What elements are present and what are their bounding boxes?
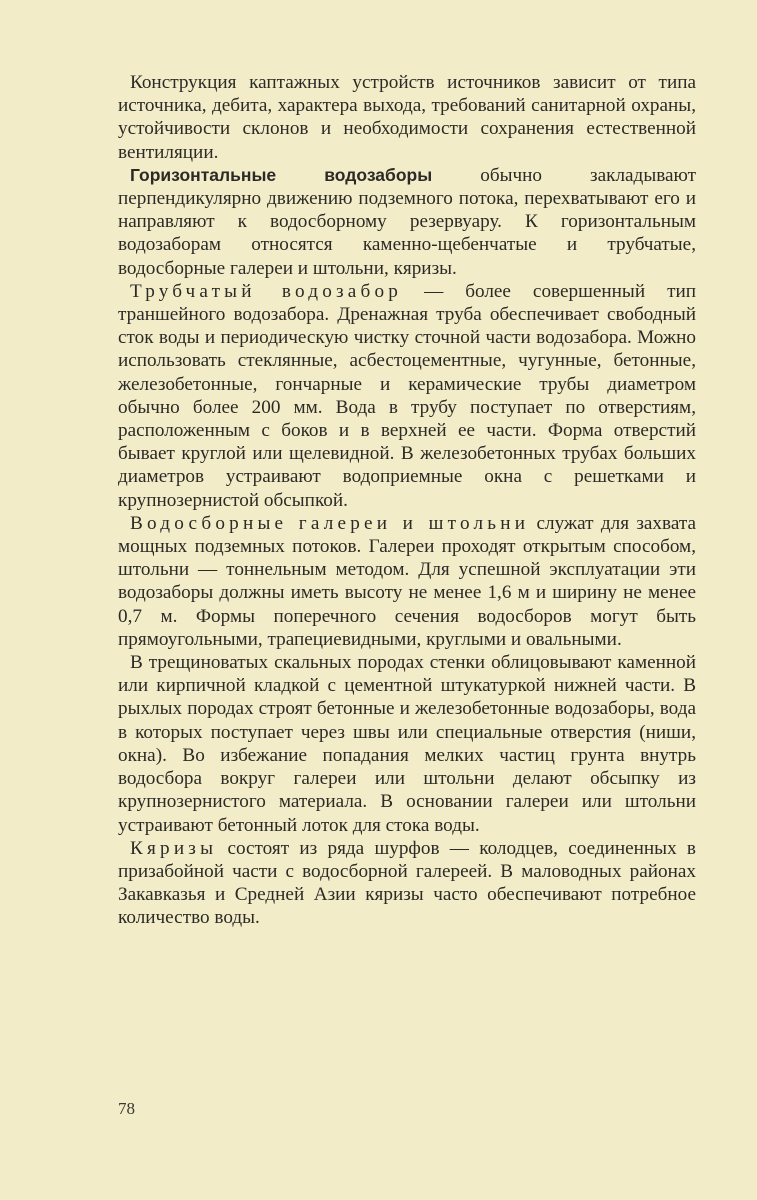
paragraph-text: обычно закладывают перпендикулярно движению подземного потока, перехватывают его и направляют к водосборному резервуару. К горизонтальным водозаборам относятся каменно-щебенчатые и трубчатые, водосборные галереи и штольни, кяризы. xyxy=(118,164,696,279)
paragraph-text: Конструкция каптажных устройств источников зависит от типа источника, дебита, характера выхода, требований санитарной охраны, устойчивости склонов и необходимости сохранения естественной вентиляции. xyxy=(118,72,696,163)
paragraph-tube-intake xyxy=(118,280,696,512)
paragraph-galleries xyxy=(118,512,696,651)
paragraph-rock-lining xyxy=(118,651,696,837)
paragraph-text: В трещиноватых скальных породах стенки облицовывают каменной или кирпичной кладкой с цементной штукатуркой нижней части. В рыхлых породах строят бетонные и железобетонные водозаборы, вода в которых поступает через швы или специальные отверстия (ниши, окна). Во избежание попадания мелких частиц грунта внутрь водосбора вокруг галереи или штольни делают обсыпку из крупнозернистого материала. В основании галереи или штольни устраивают бетонный лоток для стока воды. xyxy=(118,652,696,836)
body-text xyxy=(118,71,696,930)
paragraph-text: служат для захвата мощных подземных потоков. Галереи проходят открытым способом, штольни — тоннельным методом. Для успешной эксплуатации эти водозаборы должны иметь высоту не менее 1,6 м и ширину не менее 0,7 м. Формы поперечного сечения водосборов могут быть прямоугольными, трапециевидными, круглыми и овальными. xyxy=(118,512,696,650)
paragraph-kyariz xyxy=(118,837,696,930)
term-spaced: Трубчатый водозабор xyxy=(130,280,403,302)
paragraph-horizontal-intakes xyxy=(118,164,696,280)
page-number: 78 xyxy=(118,1099,135,1118)
term-spaced: Водосборные галереи и штольни xyxy=(130,512,530,534)
paragraph-text: состоят из ряда шурфов — колодцев, соединенных в призабойной части с водосборной галереей. В маловодных районах Закавказья и Средней Азии кяризы часто обеспечивают потребное количество воды. xyxy=(118,837,696,929)
term-spaced: Кяризы xyxy=(130,837,218,859)
paragraph-text: — более совершенный тип траншейного водозабора. Дренажная труба обеспечивает свободный сток воды и периодическую чистку сточной части водозабора. Можно использовать стеклянные, асбестоцементные, чугунные, бетонные, железобетонные, гончарные и керамические трубы диаметром обычно более 200 мм. Вода в трубу поступает по отверстиям, расположенным с боков и в верхней ее части. Форма отверстий бывает круглой или щелевидной. В железобетонных трубах больших диаметров устраивают водоприемные окна с решетками и крупнозернистой обсыпкой. xyxy=(118,280,696,511)
paragraph-intro xyxy=(118,71,696,164)
term-bold: Горизонтальные водозаборы xyxy=(130,164,433,185)
